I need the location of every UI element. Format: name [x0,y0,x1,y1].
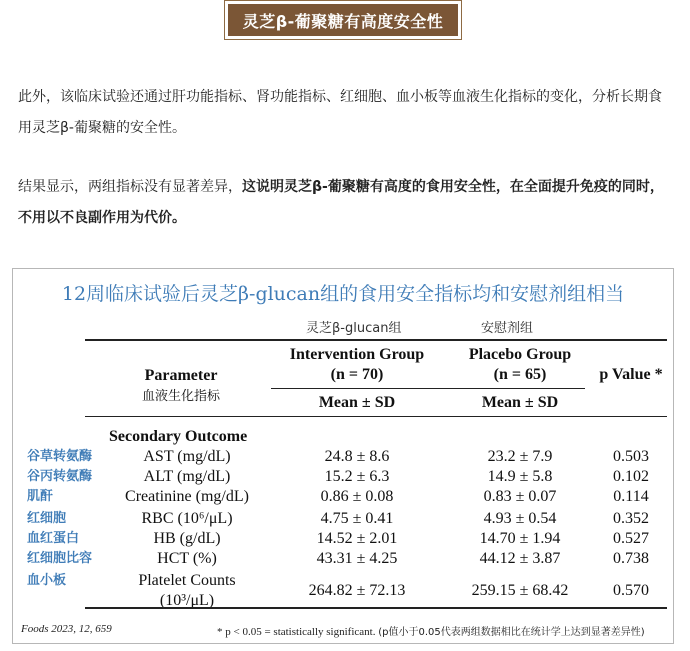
row-placebo-value: 259.15 ± 68.42 [471,582,569,599]
row-intervention-value: 14.52 ± 2.01 [316,530,398,547]
table-row [13,467,675,487]
row-label-cn: 血小板 [27,573,67,588]
table-top-rule [85,339,667,341]
table-row [13,549,675,569]
table-row [13,487,675,507]
row-parameter: HB (g/dL) [153,530,221,547]
row-pvalue: 0.570 [613,582,649,599]
row-placebo-value: 23.2 ± 7.9 [487,448,553,465]
row-placebo-value: 0.83 ± 0.07 [483,488,557,505]
row-parameter: ALT (mg/dL) [143,468,231,485]
paragraph-2 [18,172,674,234]
header-intervention: Intervention Group [289,346,425,363]
header-placebo-n: (n = 65) [493,366,547,383]
paragraph-1: 此外，该临床试验还通过肝功能指标、肾功能指标、红细胞、血小板等血液生化指标的变化，分析长期食用灵芝β-葡聚糖的安全性。 [18,89,662,136]
header-pvalue: p Value * [599,366,663,383]
header-mid-rule [271,388,585,389]
row-intervention-value: 264.82 ± 72.13 [308,582,406,599]
row-label-cn: 谷丙转氨酶 [27,469,93,484]
row-label-cn: 红细胞 [27,511,67,526]
paragraph-2-plain: 结果显示，两组指标没有显著差异， [18,179,242,195]
row-parameter: Platelet Counts [138,572,236,589]
header-parameter-cn: 血液生化指标 [141,389,220,404]
table-row [13,571,675,609]
row-parameter-unit: (10³/μL) [159,592,215,609]
header-mean-sd-placebo: Mean ± SD [481,394,559,411]
table-row [13,529,675,549]
row-parameter: RBC (10⁶/μL) [141,510,233,527]
header-intervention-n: (n = 70) [330,366,384,383]
row-pvalue: 0.503 [613,448,649,465]
section-label: Secondary Outcome [109,428,248,445]
row-label-cn: 谷草转氨酶 [27,449,93,464]
table-row [13,509,675,529]
banner-frame [224,0,462,40]
row-parameter: Creatinine (mg/dL) [125,488,249,505]
row-parameter: AST (mg/dL) [143,448,231,465]
row-pvalue: 0.114 [613,488,649,505]
row-intervention-value: 43.31 ± 4.25 [316,550,398,567]
row-intervention-value: 4.75 ± 0.41 [320,510,394,527]
row-intervention-value: 15.2 ± 6.3 [324,468,390,485]
row-pvalue: 0.527 [613,530,649,547]
table-bottom-rule [85,607,667,609]
header-placebo: Placebo Group [468,346,572,363]
placebo-label-cn: 安慰剂组 [481,321,534,336]
footer-note [217,623,645,638]
row-parameter: HCT (%) [157,550,217,567]
paragraph-2-bold: 这说明灵芝β-葡聚糖有高度的食用安全性，在全面提升免疫的同时，不用以不良副作用为代价。 [18,179,664,226]
header-bottom-rule [85,416,667,417]
intervention-label-cn: 灵芝β-glucan组 [306,321,402,336]
row-intervention-value: 24.8 ± 8.6 [324,448,390,465]
row-label-cn: 红细胞比容 [27,551,93,566]
footer-source-text: Foods 2023, 12, 659 [21,623,112,635]
row-intervention-value: 0.86 ± 0.08 [320,488,394,505]
footer-source [21,623,112,635]
row-pvalue: 0.102 [613,468,649,485]
banner-title: 灵芝β-葡聚糖有高度安全性 [228,4,458,36]
row-pvalue: 0.738 [613,550,649,567]
row-label-cn: 肌酐 [27,489,54,504]
row-label-cn: 血红蛋白 [27,531,80,546]
row-placebo-value: 4.93 ± 0.54 [483,510,557,527]
row-placebo-value: 14.70 ± 1.94 [479,530,561,547]
row-placebo-value: 14.9 ± 5.8 [487,468,553,485]
safety-table-figure [12,268,674,644]
row-pvalue: 0.352 [613,510,649,527]
row-placebo-value: 44.12 ± 3.87 [479,550,561,567]
header-mean-sd-intervention: Mean ± SD [318,394,396,411]
footer-note-en: * p < 0.05 = statistically significant. [217,626,376,638]
footer-note-cn: (p值小于0.05代表两组数据相比在统计学上达到显著差异性) [378,627,645,638]
header-parameter: Parameter [144,367,218,384]
table-row [13,447,675,467]
table-title: 12周临床试验后灵芝β-glucan组的食用安全指标均和安慰剂组相当 [61,283,625,305]
